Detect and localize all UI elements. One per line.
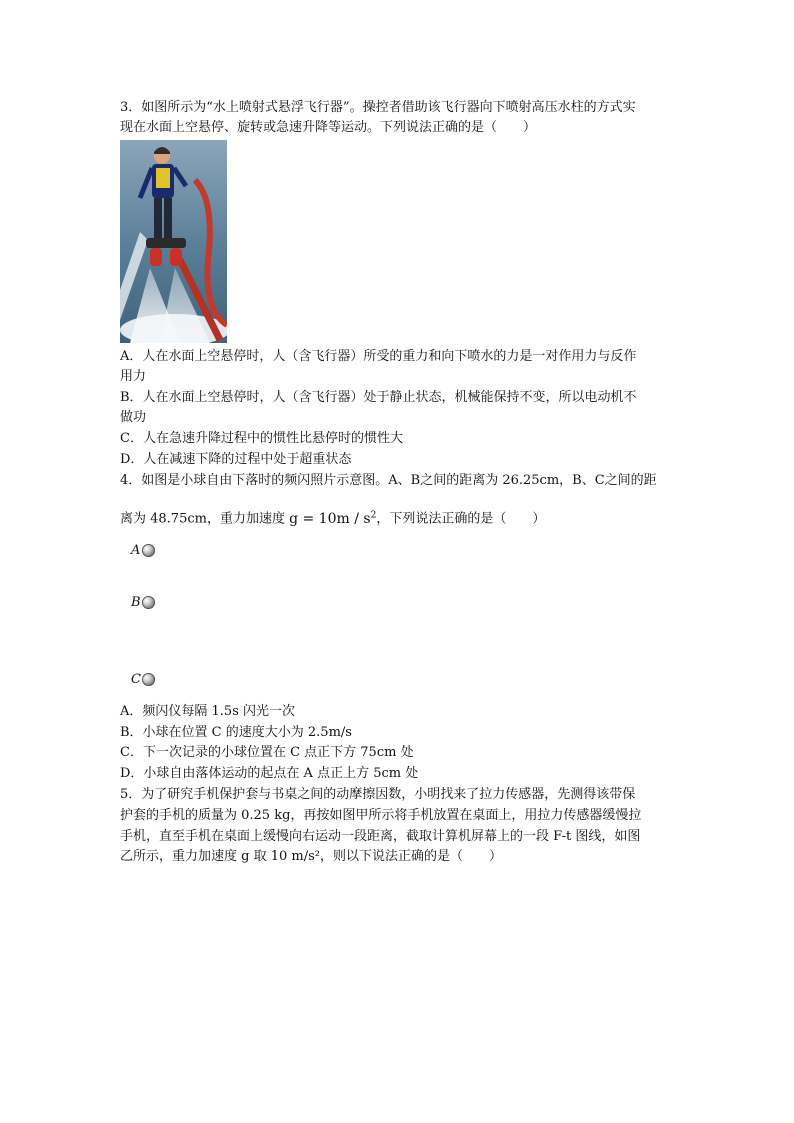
- ball-a-icon: [142, 544, 155, 557]
- q4-stem-line-2-post: ，下列说法正确的是（ ）: [376, 511, 546, 527]
- gravity-formula-main: g = 10m / s: [289, 510, 371, 527]
- q4-stem-line-2: [120, 505, 680, 530]
- q3-option-a-line-2: 用力: [120, 369, 147, 384]
- q4-stem-line-2-pre: 离为 48.75cm，重力加速度: [120, 511, 290, 527]
- q3-stem-line-1: 3．如图所示为“水上喷射式悬浮飞行器”。操控者借助该飞行器向下喷射高压水柱的方式实: [120, 100, 636, 115]
- ball-position-a: [131, 542, 191, 562]
- q5-stem-line-2: 护套的手机的质量为 0.25 kg，再按如图甲所示将手机放置在桌面上，用拉力传感器缓慢拉: [120, 808, 642, 823]
- ball-c-icon: [142, 673, 155, 686]
- ball-position-c: [131, 671, 191, 691]
- q3-option-b-line-2: 做功: [120, 410, 147, 425]
- ball-label-c: C: [131, 672, 141, 687]
- ball-label-a: A: [131, 543, 141, 558]
- gravity-formula: [289, 511, 376, 527]
- q4-option-b: B．小球在位置 C 的速度大小为 2.5m/s: [120, 725, 352, 740]
- q3-option-b-line-1: B．人在水面上空悬停时，人（含飞行器）处于静止状态，机械能保持不变，所以电动机不: [120, 390, 637, 405]
- q4-option-d: D．小球自由落体运动的起点在 A 点正上方 5cm 处: [120, 766, 419, 781]
- q3-option-d: D．人在减速下降的过程中处于超重状态: [120, 452, 352, 467]
- q3-option-a-line-1: A．人在水面上空悬停时，人（含飞行器）所受的重力和向下喷水的力是一对作用力与反作: [120, 349, 637, 364]
- q4-option-c: C．下一次记录的小球位置在 C 点正下方 75cm 处: [120, 745, 414, 760]
- q3-stem-line-2: 现在水面上空悬停、旋转或急速升降等运动。下列说法正确的是（ ）: [120, 120, 537, 135]
- q5-stem-line-1: 5．为了研究手机保护套与书桌之间的动摩擦因数，小明找来了拉力传感器，先测得该带保: [120, 787, 636, 802]
- ball-position-b: [131, 594, 191, 614]
- q3-option-c: C．人在急速升降过程中的惯性比悬停时的惯性大: [120, 431, 403, 446]
- ball-b-icon: [142, 596, 155, 609]
- jetpack-flyer-photo: [120, 140, 227, 343]
- q4-stem-line-1: 4．如图是小球自由下落时的频闪照片示意图。A、B之间的距离为 26.25cm，B、C之间的距: [120, 473, 657, 488]
- q4-option-a: A．频闪仪每隔 1.5s 闪光一次: [120, 704, 295, 719]
- q5-stem-line-3: 手机，直至手机在桌面上缓慢向右运动一段距离，截取计算机屏幕上的一段 F-t 图线，如图: [120, 829, 641, 844]
- gravity-formula-exponent: 2: [370, 510, 377, 520]
- q5-stem-line-4: 乙所示，重力加速度 g 取 10 m/s²，则以下说法正确的是（ ）: [120, 849, 502, 864]
- ball-label-b: B: [131, 595, 141, 610]
